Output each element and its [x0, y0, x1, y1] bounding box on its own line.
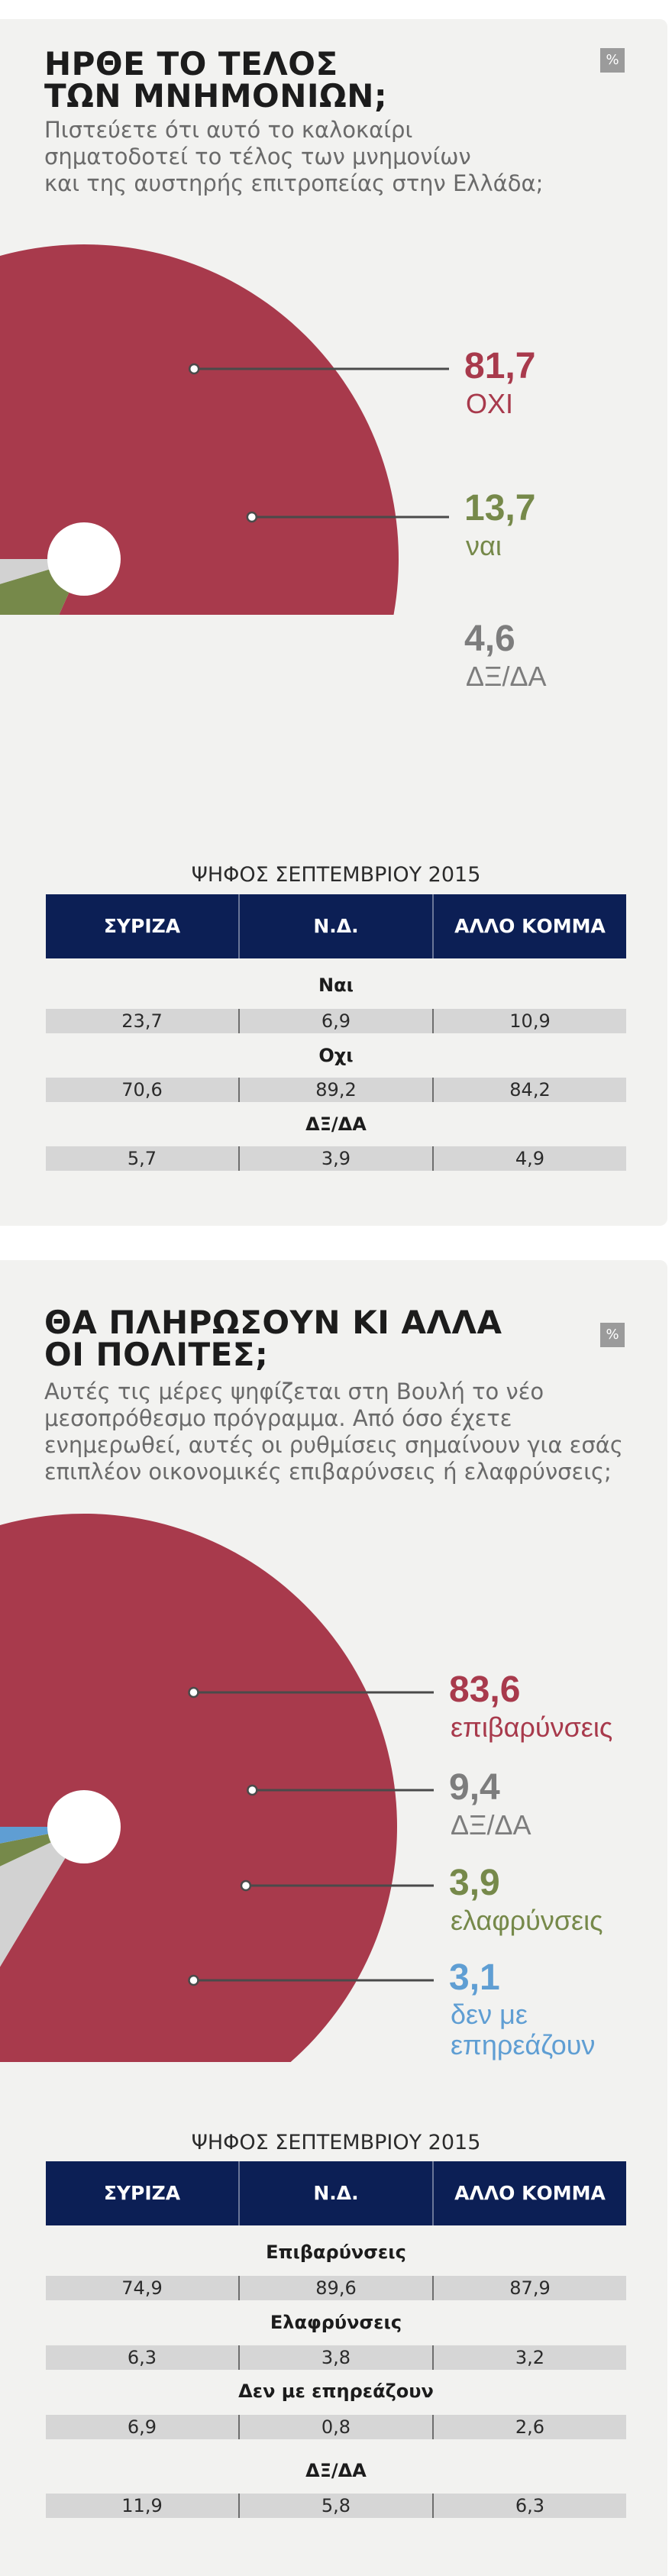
row-label: Ναι: [318, 974, 354, 996]
slice-value-dk: 9,4: [449, 1767, 500, 1808]
table-header: [46, 894, 626, 958]
slice-label-relief: ελαφρύνσεις: [451, 1905, 603, 1936]
table-row: [46, 2415, 626, 2439]
column-header: Ν.Δ.: [238, 894, 432, 958]
table-row: [46, 1078, 626, 1102]
table-cell: 89,2: [238, 1078, 432, 1102]
question-line: και της αυστηρής επιτροπείας στην Ελλάδα;: [44, 170, 544, 196]
table-cell: 23,7: [46, 1009, 238, 1033]
slice-value-relief: 3,9: [449, 1863, 500, 1903]
row-label: ΔΞ/ΔΑ: [305, 2460, 367, 2481]
question-line: σηματοδοτεί το τέλος των μνημονίων: [44, 144, 471, 170]
table-cell: 87,9: [432, 2276, 626, 2300]
leader-dot: [189, 1976, 199, 1985]
table-cell: 6,9: [238, 1009, 432, 1033]
row-label: Δεν με επηρεάζουν: [238, 2380, 434, 2402]
title-line: ΟΙ ΠΟΛΙΤΕΣ;: [44, 1336, 269, 1373]
row-label: Επιβαρύνσεις: [266, 2241, 406, 2263]
label-line: δεν με: [451, 1999, 528, 2030]
table-cell: 74,9: [46, 2276, 238, 2300]
pie-center-hole: [47, 1790, 121, 1863]
table-cell: 6,3: [432, 2494, 626, 2518]
table-row: [46, 1146, 626, 1171]
question-line: μεσοπρόθεσμο πρόγραμμα. Από όσο έχετε: [44, 1405, 512, 1431]
row-label: Οχι: [318, 1045, 354, 1066]
slice-label-dk: ΔΞ/ΔΑ: [466, 661, 547, 692]
table-cell: 3,2: [432, 2345, 626, 2370]
column-header: Ν.Δ.: [238, 2161, 432, 2225]
leader-dot: [241, 1881, 250, 1890]
slice-label-ochi: ΟΧΙ: [466, 388, 514, 419]
slice-label-nai: ναι: [466, 530, 502, 561]
poll-card-end-of-memoranda: [0, 19, 667, 1226]
table-row: [46, 2345, 626, 2370]
table-cell: 5,7: [46, 1146, 238, 1171]
table-cell: 4,9: [432, 1146, 626, 1171]
table-caption: ΨΗΦΟΣ ΣΕΠΤΕΜΒΡΙΟΥ 2015: [191, 2131, 481, 2154]
column-header: ΣΥΡΙΖΑ: [103, 915, 181, 937]
table-cell: 89,6: [238, 2276, 432, 2300]
table-row: [46, 1009, 626, 1033]
column-header: ΑΛΛΟ ΚΟΜΜΑ: [432, 894, 626, 958]
table-cell: 11,9: [46, 2494, 238, 2518]
question-line: ενημερωθεί, αυτές οι ρυθμίσεις σημαίνουν για εσάς: [44, 1432, 623, 1458]
poll-card-new-burdens: [0, 1260, 667, 2576]
question-line: επιπλέον οικονομικές επιβαρύνσεις ή ελαφρύνσεις;: [44, 1459, 612, 1485]
percent-badge: %: [600, 48, 625, 73]
label-line: επηρεάζουν: [451, 2029, 596, 2060]
table-cell: 3,9: [238, 1146, 432, 1171]
table-cell: 10,9: [432, 1009, 626, 1033]
pie-chart: [0, 19, 667, 615]
leader-dot: [189, 1688, 199, 1697]
percent-badge: %: [600, 1323, 625, 1347]
leader-dot: [189, 364, 199, 373]
table-row: [46, 2276, 626, 2300]
question-line: Αυτές τις μέρες ψηφίζεται στη Βουλή το νέο: [44, 1378, 544, 1404]
table-cell: 6,9: [46, 2415, 238, 2439]
title-line: ΘΑ ΠΛΗΡΩΣΟΥΝ ΚΙ ΑΛΛΑ: [44, 1304, 502, 1341]
table-cell: 3,8: [238, 2345, 432, 2370]
pie-chart: [0, 1260, 667, 2062]
question-line: Πιστεύετε ότι αυτό το καλοκαίρι: [44, 117, 413, 143]
column-header: ΑΛΛΟ ΚΟΜΜΑ: [432, 2161, 626, 2225]
column-header: ΣΥΡΙΖΑ: [103, 2182, 181, 2204]
slice-value-ochi: 81,7: [464, 346, 536, 386]
table-cell: 70,6: [46, 1078, 238, 1102]
table-cell: 84,2: [432, 1078, 626, 1102]
table-row: [46, 2494, 626, 2518]
leader-dot: [247, 512, 257, 522]
leader-dot: [247, 1786, 257, 1795]
table-caption: ΨΗΦΟΣ ΣΕΠΤΕΜΒΡΙΟΥ 2015: [191, 863, 481, 887]
slice-label-unaffected: [451, 1999, 595, 2060]
slice-label-dk: ΔΞ/ΔΑ: [451, 1809, 531, 1841]
title-line: ΗΡΘΕ ΤΟ ΤΕΛΟΣ: [44, 45, 338, 82]
slice-value-burdens: 83,6: [449, 1669, 521, 1710]
table-cell: 0,8: [238, 2415, 432, 2439]
title-line: ΤΩΝ ΜΝΗΜΟΝΙΩΝ;: [44, 77, 388, 115]
pie-center-hole: [47, 522, 121, 596]
slice-value-dk: 4,6: [464, 619, 515, 659]
slice-value-unaffected: 3,1: [449, 1957, 500, 1998]
table-cell: 5,8: [238, 2494, 432, 2518]
table-cell: 6,3: [46, 2345, 238, 2370]
table-header: [46, 2161, 626, 2225]
row-label: ΔΞ/ΔΑ: [305, 1113, 367, 1135]
table-cell: 2,6: [432, 2415, 626, 2439]
slice-label-burdens: επιβαρύνσεις: [451, 1711, 613, 1743]
row-label: Ελαφρύνσεις: [270, 2312, 402, 2333]
slice-value-nai: 13,7: [464, 488, 536, 528]
